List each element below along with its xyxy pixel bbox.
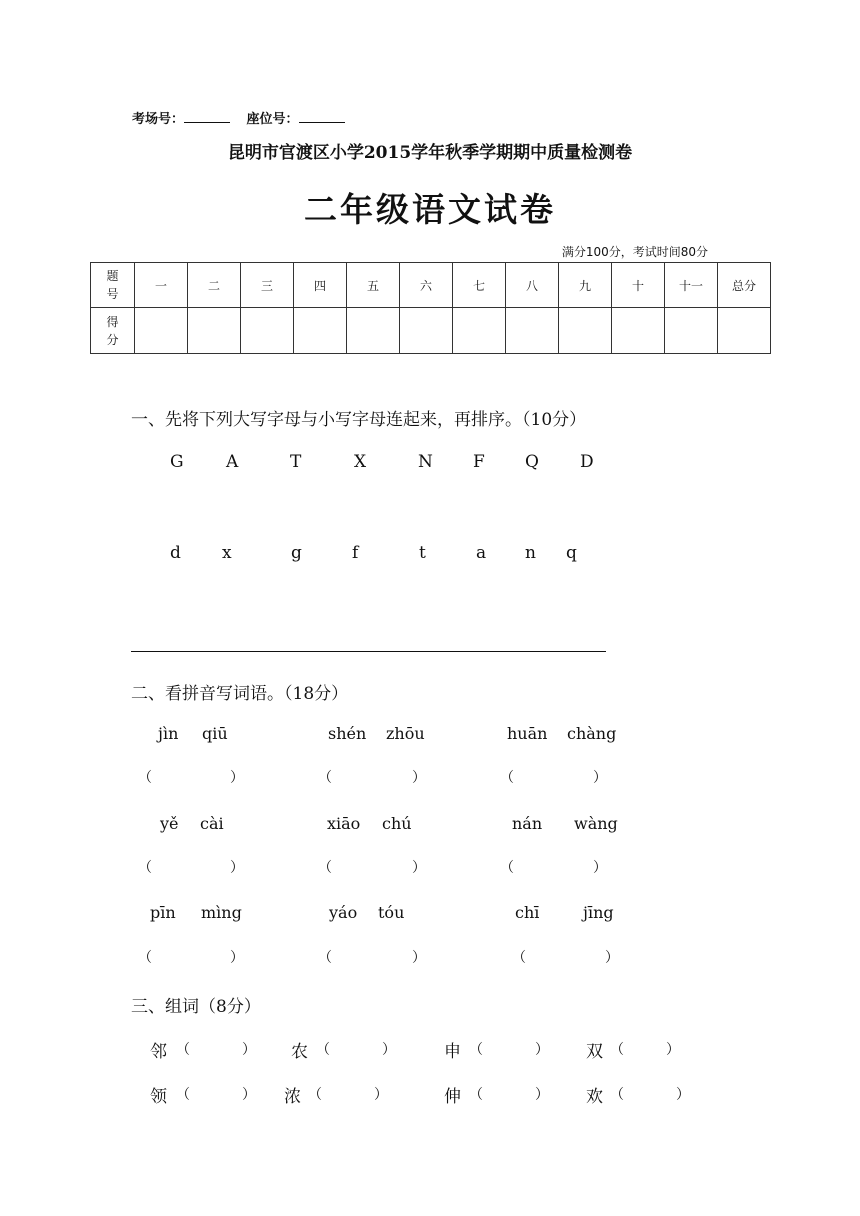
answer-paren-close[interactable]: ） <box>593 860 607 876</box>
pinyin-syllable: nán <box>512 814 543 833</box>
answer-paren-open[interactable]: （ <box>500 770 514 786</box>
column-header: 十 <box>612 263 665 308</box>
score-cell[interactable] <box>294 308 347 354</box>
score-cell[interactable] <box>453 308 506 354</box>
score-table-score-row <box>91 308 771 354</box>
pinyin-syllable: chàng <box>567 724 617 743</box>
uppercase-letter[interactable]: A <box>226 452 239 472</box>
exam-header-line <box>132 108 357 127</box>
word-character: 浓 <box>284 1087 301 1107</box>
pinyin-syllable: tóu <box>378 903 405 922</box>
column-header: 二 <box>188 263 241 308</box>
exam-room-blank[interactable] <box>184 110 230 123</box>
word-character: 邻 <box>150 1042 167 1062</box>
column-header: 八 <box>506 263 559 308</box>
exam-info: 满分100分，考试时间80分 <box>561 245 708 259</box>
answer-paren-close[interactable]: ） <box>374 1087 388 1103</box>
score-cell[interactable] <box>347 308 400 354</box>
word-character: 申 <box>444 1042 461 1062</box>
score-cell[interactable] <box>718 308 771 354</box>
column-header: 六 <box>400 263 453 308</box>
pinyin-syllable: jīng <box>583 903 614 922</box>
section2-heading: 二、看拼音写词语。（18分） <box>131 684 349 704</box>
answer-paren-close[interactable]: ） <box>242 1087 256 1103</box>
pinyin-syllable: chú <box>382 814 412 833</box>
lowercase-letter[interactable]: q <box>566 543 577 563</box>
score-cell[interactable] <box>188 308 241 354</box>
answer-paren-open[interactable]: （ <box>500 860 514 876</box>
uppercase-letter[interactable]: X <box>354 452 367 472</box>
answer-paren-close[interactable]: ） <box>242 1042 256 1058</box>
answer-paren-open[interactable]: （ <box>610 1087 624 1103</box>
word-character: 伸 <box>444 1087 461 1107</box>
pinyin-syllable: pīn <box>150 903 176 922</box>
word-character: 领 <box>150 1087 167 1107</box>
answer-paren-close[interactable]: ） <box>230 860 244 876</box>
answer-paren-close[interactable]: ） <box>676 1087 690 1103</box>
score-cell[interactable] <box>135 308 188 354</box>
uppercase-letter[interactable]: D <box>580 452 594 472</box>
column-header: 五 <box>347 263 400 308</box>
answer-paren-close[interactable]: ） <box>412 770 426 786</box>
pinyin-syllable: xiāo <box>327 814 361 833</box>
answer-paren-open[interactable]: （ <box>138 770 152 786</box>
score-cell[interactable] <box>612 308 665 354</box>
question-number-label: 题 号 <box>91 263 135 308</box>
column-header: 一 <box>135 263 188 308</box>
pinyin-syllable: yě <box>160 814 179 833</box>
answer-paren-close[interactable]: ） <box>412 860 426 876</box>
lowercase-letter[interactable]: n <box>525 543 536 563</box>
word-character: 欢 <box>586 1087 603 1107</box>
lowercase-letter[interactable]: d <box>170 543 181 563</box>
pinyin-syllable: qiū <box>202 724 228 743</box>
column-header: 三 <box>241 263 294 308</box>
score-cell[interactable] <box>506 308 559 354</box>
pinyin-syllable: shén <box>328 724 367 743</box>
answer-paren-open[interactable]: （ <box>176 1087 190 1103</box>
answer-paren-close[interactable]: ） <box>535 1042 549 1058</box>
answer-paren-open[interactable]: （ <box>316 1042 330 1058</box>
answer-paren-close[interactable]: ） <box>593 770 607 786</box>
pinyin-syllable: jìn <box>158 724 179 743</box>
answer-paren-open[interactable]: （ <box>138 950 152 966</box>
lowercase-letter[interactable]: g <box>291 543 302 563</box>
column-header: 四 <box>294 263 347 308</box>
answer-paren-close[interactable]: ） <box>382 1042 396 1058</box>
lowercase-letter[interactable]: x <box>222 543 232 563</box>
answer-paren-open[interactable]: （ <box>176 1042 190 1058</box>
answer-paren-open[interactable]: （ <box>318 770 332 786</box>
score-label: 得 分 <box>91 308 135 354</box>
score-table <box>90 262 771 354</box>
column-header: 七 <box>453 263 506 308</box>
score-cell[interactable] <box>241 308 294 354</box>
pinyin-syllable: huān <box>507 724 548 743</box>
score-cell[interactable] <box>559 308 612 354</box>
section3-heading: 三、组词（8分） <box>131 997 261 1017</box>
pinyin-syllable: cài <box>200 814 224 833</box>
score-cell[interactable] <box>400 308 453 354</box>
pinyin-syllable: mìng <box>201 903 242 922</box>
answer-paren-open[interactable]: （ <box>138 860 152 876</box>
lowercase-letter[interactable]: a <box>476 543 487 563</box>
word-character: 农 <box>291 1042 308 1062</box>
uppercase-letter[interactable]: Q <box>525 452 539 472</box>
seat-blank[interactable] <box>299 110 345 123</box>
pinyin-syllable: wàng <box>574 814 618 833</box>
answer-paren-open[interactable]: （ <box>610 1042 624 1058</box>
answer-paren-close[interactable]: ） <box>230 950 244 966</box>
column-header: 十一 <box>665 263 718 308</box>
answer-paren-close[interactable]: ） <box>535 1087 549 1103</box>
answer-paren-open[interactable]: （ <box>308 1087 322 1103</box>
answer-paren-open[interactable]: （ <box>318 860 332 876</box>
answer-paren-close[interactable]: ） <box>666 1042 680 1058</box>
exam-title: 二年级语文试卷 <box>304 190 556 229</box>
answer-paren-close[interactable]: ） <box>605 950 619 966</box>
uppercase-letter[interactable]: F <box>473 452 485 472</box>
section1-heading: 一、先将下列大写字母与小写字母连起来，再排序。（10分） <box>131 410 587 430</box>
exam-subtitle: 昆明市官渡区小学2015学年秋季学期期中质量检测卷 <box>227 143 633 163</box>
column-header: 总分 <box>718 263 771 308</box>
uppercase-letter[interactable]: T <box>290 452 302 472</box>
score-cell[interactable] <box>665 308 718 354</box>
pinyin-syllable: chī <box>515 903 540 922</box>
answer-line[interactable] <box>131 651 606 652</box>
answer-paren-close[interactable]: ） <box>412 950 426 966</box>
column-header: 九 <box>559 263 612 308</box>
lowercase-letter[interactable]: f <box>352 543 359 563</box>
word-character: 双 <box>586 1042 603 1062</box>
answer-paren-open[interactable]: （ <box>512 950 526 966</box>
answer-paren-open[interactable]: （ <box>318 950 332 966</box>
exam-room-label: 考场号： <box>132 112 185 127</box>
answer-paren-open[interactable]: （ <box>469 1087 483 1103</box>
pinyin-syllable: yáo <box>329 903 358 922</box>
pinyin-syllable: zhōu <box>386 724 425 743</box>
answer-paren-open[interactable]: （ <box>469 1042 483 1058</box>
uppercase-letter[interactable]: G <box>170 452 184 472</box>
seat-label: 座位号： <box>246 112 299 127</box>
uppercase-letter[interactable]: N <box>418 452 433 472</box>
lowercase-letter[interactable]: t <box>419 543 426 563</box>
answer-paren-close[interactable]: ） <box>230 770 244 786</box>
score-table-header-row <box>91 263 771 308</box>
